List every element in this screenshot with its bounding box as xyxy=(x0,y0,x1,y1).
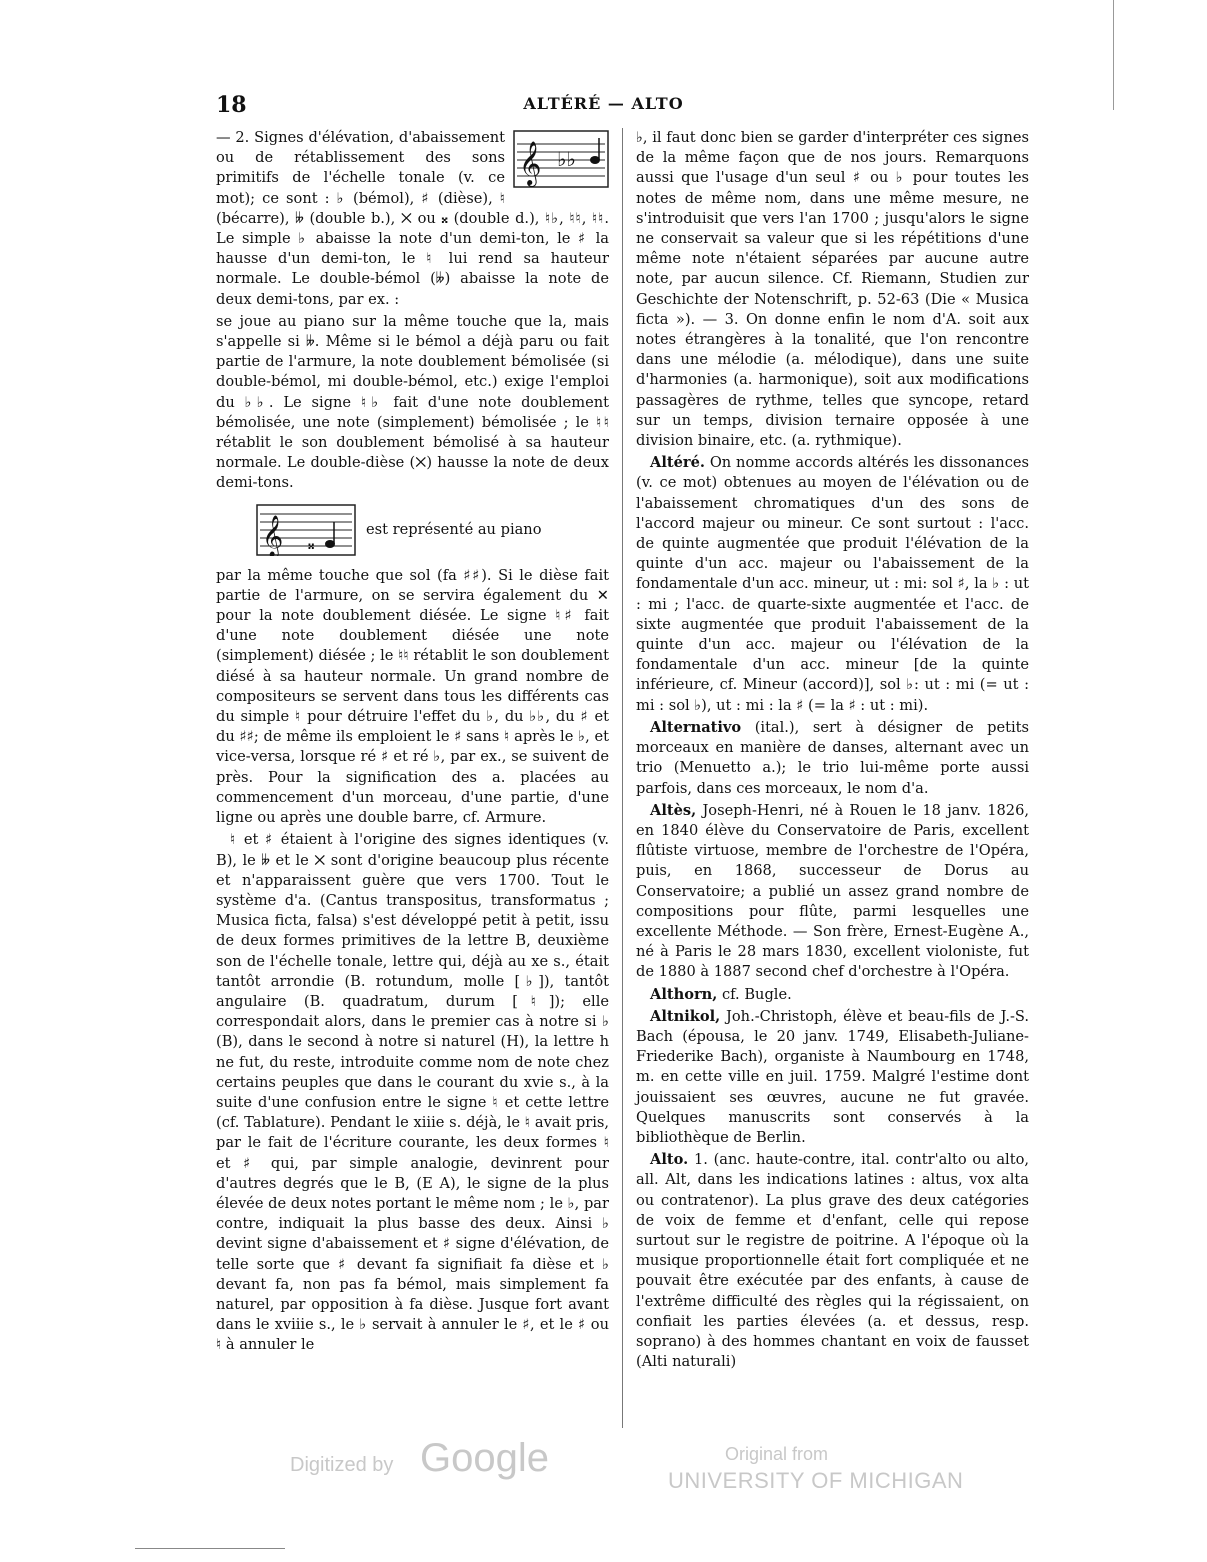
left-paragraph-4: ♮ et ♯ étaient à l'origine des signes identiques (v. B), le 𝄫 et le ✕ sont d'origine beaucoup plus récente et n'apparaissent guère que vers 1700. Tout le système d'a. (Cantus transpositus, transformatus ; Musica ficta, falsa) s'est développé petit à petit, issu de deux formes primitives de la lettre B, deuxième son de l'échelle tonale, lettre qui, déjà au xe s., était tantôt arrondie (B. rotundum, molle [♭]), tantôt angulaire (B. quadratum, durum [♮]); elle correspondait alors, dans le premier cas à notre si ♭ (B), dans le second à notre si naturel (H), la lettre h ne fut, du reste, introduite comme nom de note chez certains peuples que dans le courant du xvie s., à la suite d'une confusion entre le signe ♮ et cette lettre (cf. Tablature). Pendant le xiiie s. déjà, le ♮ avait pris, par le fait de l'écriture courante, les deux formes ♮ et ♯ qui, par simple analogie, devinrent pour d'autres degrés que le B, (E A), le signe de la plus élevée de deux notes portant le même nom ; le ♭, par contre, indiquait la plus basse des deux. Ainsi ♭ devint signe d'abaissement et ♯ signe d'élévation, de telle sorte que ♯ devant fa signifiait fa dièse et ♭ devant fa, non pas fa bémol, mais simplement fa naturel, par opposition à fa dièse. Jusque fort avant dans le xviiie s., le ♭ servait à annuler le ♯, et le ♯ ou ♮ à annuler le xyxy=(216,831,609,1354)
digitized-by-label: Digitized by xyxy=(290,1454,394,1476)
staff-caption: est représenté au piano xyxy=(366,520,542,538)
entry-althorn-body: cf. Bugle. xyxy=(721,985,792,1003)
headword-althorn: Althorn, xyxy=(650,985,718,1003)
headword-altnikol: Altnikol, xyxy=(650,1007,721,1025)
headword-alto: Alto. xyxy=(650,1151,689,1169)
entry-althorn xyxy=(636,985,1029,1005)
double-flat-staff-example xyxy=(513,130,609,188)
svg-text:♭♭: ♭♭ xyxy=(557,147,576,171)
column-divider xyxy=(622,128,623,1428)
headword-alternativo: Alternativo xyxy=(650,718,742,736)
left-paragraph-1 xyxy=(216,128,609,310)
entry-altnikol-body: Joh.-Christoph, élève et beau-fils de J.-S. Bach (épousa, le 20 janv. 1749, Elisabeth-Juliane-Friederike Bach), organiste à Naumbourg en 1748, m. en cette ville en juil. 1759. Malgré l'estime dont jouissaient ses œuvres, aucune ne fut gravée. Quelques manuscrits sont conservés à la bibliothèque de Berlin. xyxy=(636,1007,1030,1146)
svg-text:𝄞: 𝄞 xyxy=(262,515,284,556)
left-paragraph-3: par la même touche que sol (fa ♯♯). Si le dièse fait partie de l'armure, on se servira également du ✕ pour la note doublement diésée. Le signe ♮♯ fait d'une note doublement diésée une note (simplement) diésée ; le ♮♮ rétablit le son doublement diésé à sa hauteur normale. Un grand nombre de compositeurs se servent dans tous les différents cas du simple ♮ pour détruire l'effet du ♭, du ♭♭, du ♯ et du ♯♯; de même ils emploient le ♯ sans ♮ après le ♭, et vice-versa, lorsque ré ♯ et ré ♭, par ex., se suivent de près. Pour la signification des a. placées au commencement d'un morceau, d'une partie, d'une ligne ou après une double barre, cf. Armure. xyxy=(216,566,609,827)
university-label: UNIVERSITY OF MICHIGAN xyxy=(668,1468,964,1493)
entry-alto-body: 1. (anc. haute-contre, ital. contr'alto ou alto, all. Alt, dans les indications latines : altus, vox alta ou contratenor). La plus grave des deux catégories de voix de femme et d'enfant, celle qui repose surtout sur le registre de poitrine. A l'époque où la musique proportionnelle était fort compliquée et ne pouvait être exécutée par des enfants, à cause de l'extrême difficulté des règles qui la régissaient, on confiait les parties élevées (a. et dessus, resp. soprano) à des hommes chantant en voix de fausset (Alti naturali) xyxy=(636,1151,1030,1371)
entry-altnikol xyxy=(636,1007,1029,1148)
entry-alternativo-body: (ital.), sert à désigner de petits morceaux en manière de danses, alternant avec un trio (Menuetto a.); le trio lui-même porte aussi parfois, dans ces morceaux, le nom d'a. xyxy=(636,718,1029,797)
bottom-rule xyxy=(135,1548,285,1549)
google-watermark: Google xyxy=(420,1436,549,1480)
svg-text:𝄪: 𝄪 xyxy=(308,536,315,553)
left-paragraph-1-text: — 2. Signes d'élévation, d'abaissement ou de rétablissement des sons primitifs de l'échelle tonale (v. ce mot); ce sont : ♭ (bémol), ♯ (dièse), ♮ (bécarre), 𝄫 (double b.), ✕ ou 𝄪 (double d.), ♮♭, ♮♮, ♮♮. Le simple ♭ abaisse la note d'un demi-ton, le ♯ la hausse d'un demi-ton, le ♮ lui rend sa hauteur normale. Le double-bémol (𝄫) abaisse la note de deux demi-tons, par ex. : xyxy=(216,129,609,308)
right-paragraph-1: ♭, il faut donc bien se garder d'interpréter ces signes de la même façon que de nos jours. Remarquons aussi que l'usage d'un seul ♯ ou ♭ pour toutes les notes de même nom, dans une même mesure, ne s'introduisit que vers l'an 1700 ; jusqu'alors le signe ne conservait sa valeur que si les répétitions d'une même note n'étaient séparées par aucune autre note, par aucun silence. Cf. Riemann, Studien zur Geschichte der Notenschrift, p. 52-63 (Die « Musica ficta »). — 3. On donne enfin le nom d'A. soit aux notes étrangères à la tonalité, que l'on rencontre dans une mélodie (a. mélodique), dans une suite d'harmonies (a. harmonique), soit aux modifications passagères de rythme, telles que syncope, retard sur un temps, division ternaire opposée à une division binaire, etc. (a. rythmique). xyxy=(636,129,1029,450)
double-sharp-staff-example xyxy=(256,504,356,556)
running-head: ALTÉRÉ — ALTO xyxy=(523,94,684,113)
entry-altere xyxy=(636,453,1029,716)
double-sharp-example xyxy=(256,504,609,556)
left-column xyxy=(216,128,609,1358)
original-from-label: Original from xyxy=(725,1444,829,1464)
entry-alto xyxy=(636,1150,1029,1372)
right-column xyxy=(636,128,1029,1374)
left-paragraph-2: se joue au piano sur la même touche que la, mais s'appelle si 𝄫. Même si le bémol a déjà paru ou fait partie de l'armure, la note doublement bémolisée (si double-bémol, mi double-bémol, etc.) exige l'emploi du ♭♭. Le signe ♮♭ fait d'une note doublement bémolisée, une note (simplement) bémolisée ; le ♮♮ rétablit le son doublement bémolisé à sa hauteur normale. Le double-dièse (✕) hausse la note de deux demi-tons. xyxy=(216,312,609,492)
entry-alternativo xyxy=(636,718,1029,799)
svg-text:𝄞: 𝄞 xyxy=(519,141,542,185)
margin-mark-top xyxy=(1113,0,1114,110)
entry-altes-body: Joseph-Henri, né à Rouen le 18 janv. 1826, en 1840 élève du Conservatoire de Paris, excellent flûtiste virtuose, membre de l'orchestre de l'Opéra, puis, en 1868, successeur de Dorus au Conservatoire; a publié un assez grand nombre de compositions pour flûte, parmi lesquelles une excellente Méthode. — Son frère, Ernest-Eugène A., né à Paris le 28 mars 1830, excellent violoniste, fut de 1880 à 1887 second chef d'orchestre à l'Opéra. xyxy=(636,801,1030,981)
entry-altes xyxy=(636,801,1029,983)
entry-altere-body: On nomme accords altérés les dissonances (v. ce mot) obtenues au moyen de l'élévation ou de l'abaissement chromatiques d'un des sons de l'accord majeur ou mineur. Ce sont surtout : l'acc. de quinte augmentée que produit l'élévation de la quinte d'un acc. majeur ou l'abaissement de la fondamentale d'un acc. mineur, ut : mi: sol ♯, la ♭ : ut : mi ; l'acc. de quarte-sixte augmentée et l'acc. de sixte augmentée que produit l'abaissement de la quinte d'un acc. majeur ou l'élévation de la fondamentale d'un acc. mineur [de la quinte inférieure, cf. Mineur (accord)], sol ♭: ut : mi (= ut : mi : sol ♭), ut : mi : la ♯ (= la ♯ : ut : mi). xyxy=(636,454,1029,714)
headword-altes: Altès, xyxy=(650,801,697,819)
page-number: 18 xyxy=(216,92,247,118)
headword-altere: Altéré. xyxy=(650,454,705,472)
